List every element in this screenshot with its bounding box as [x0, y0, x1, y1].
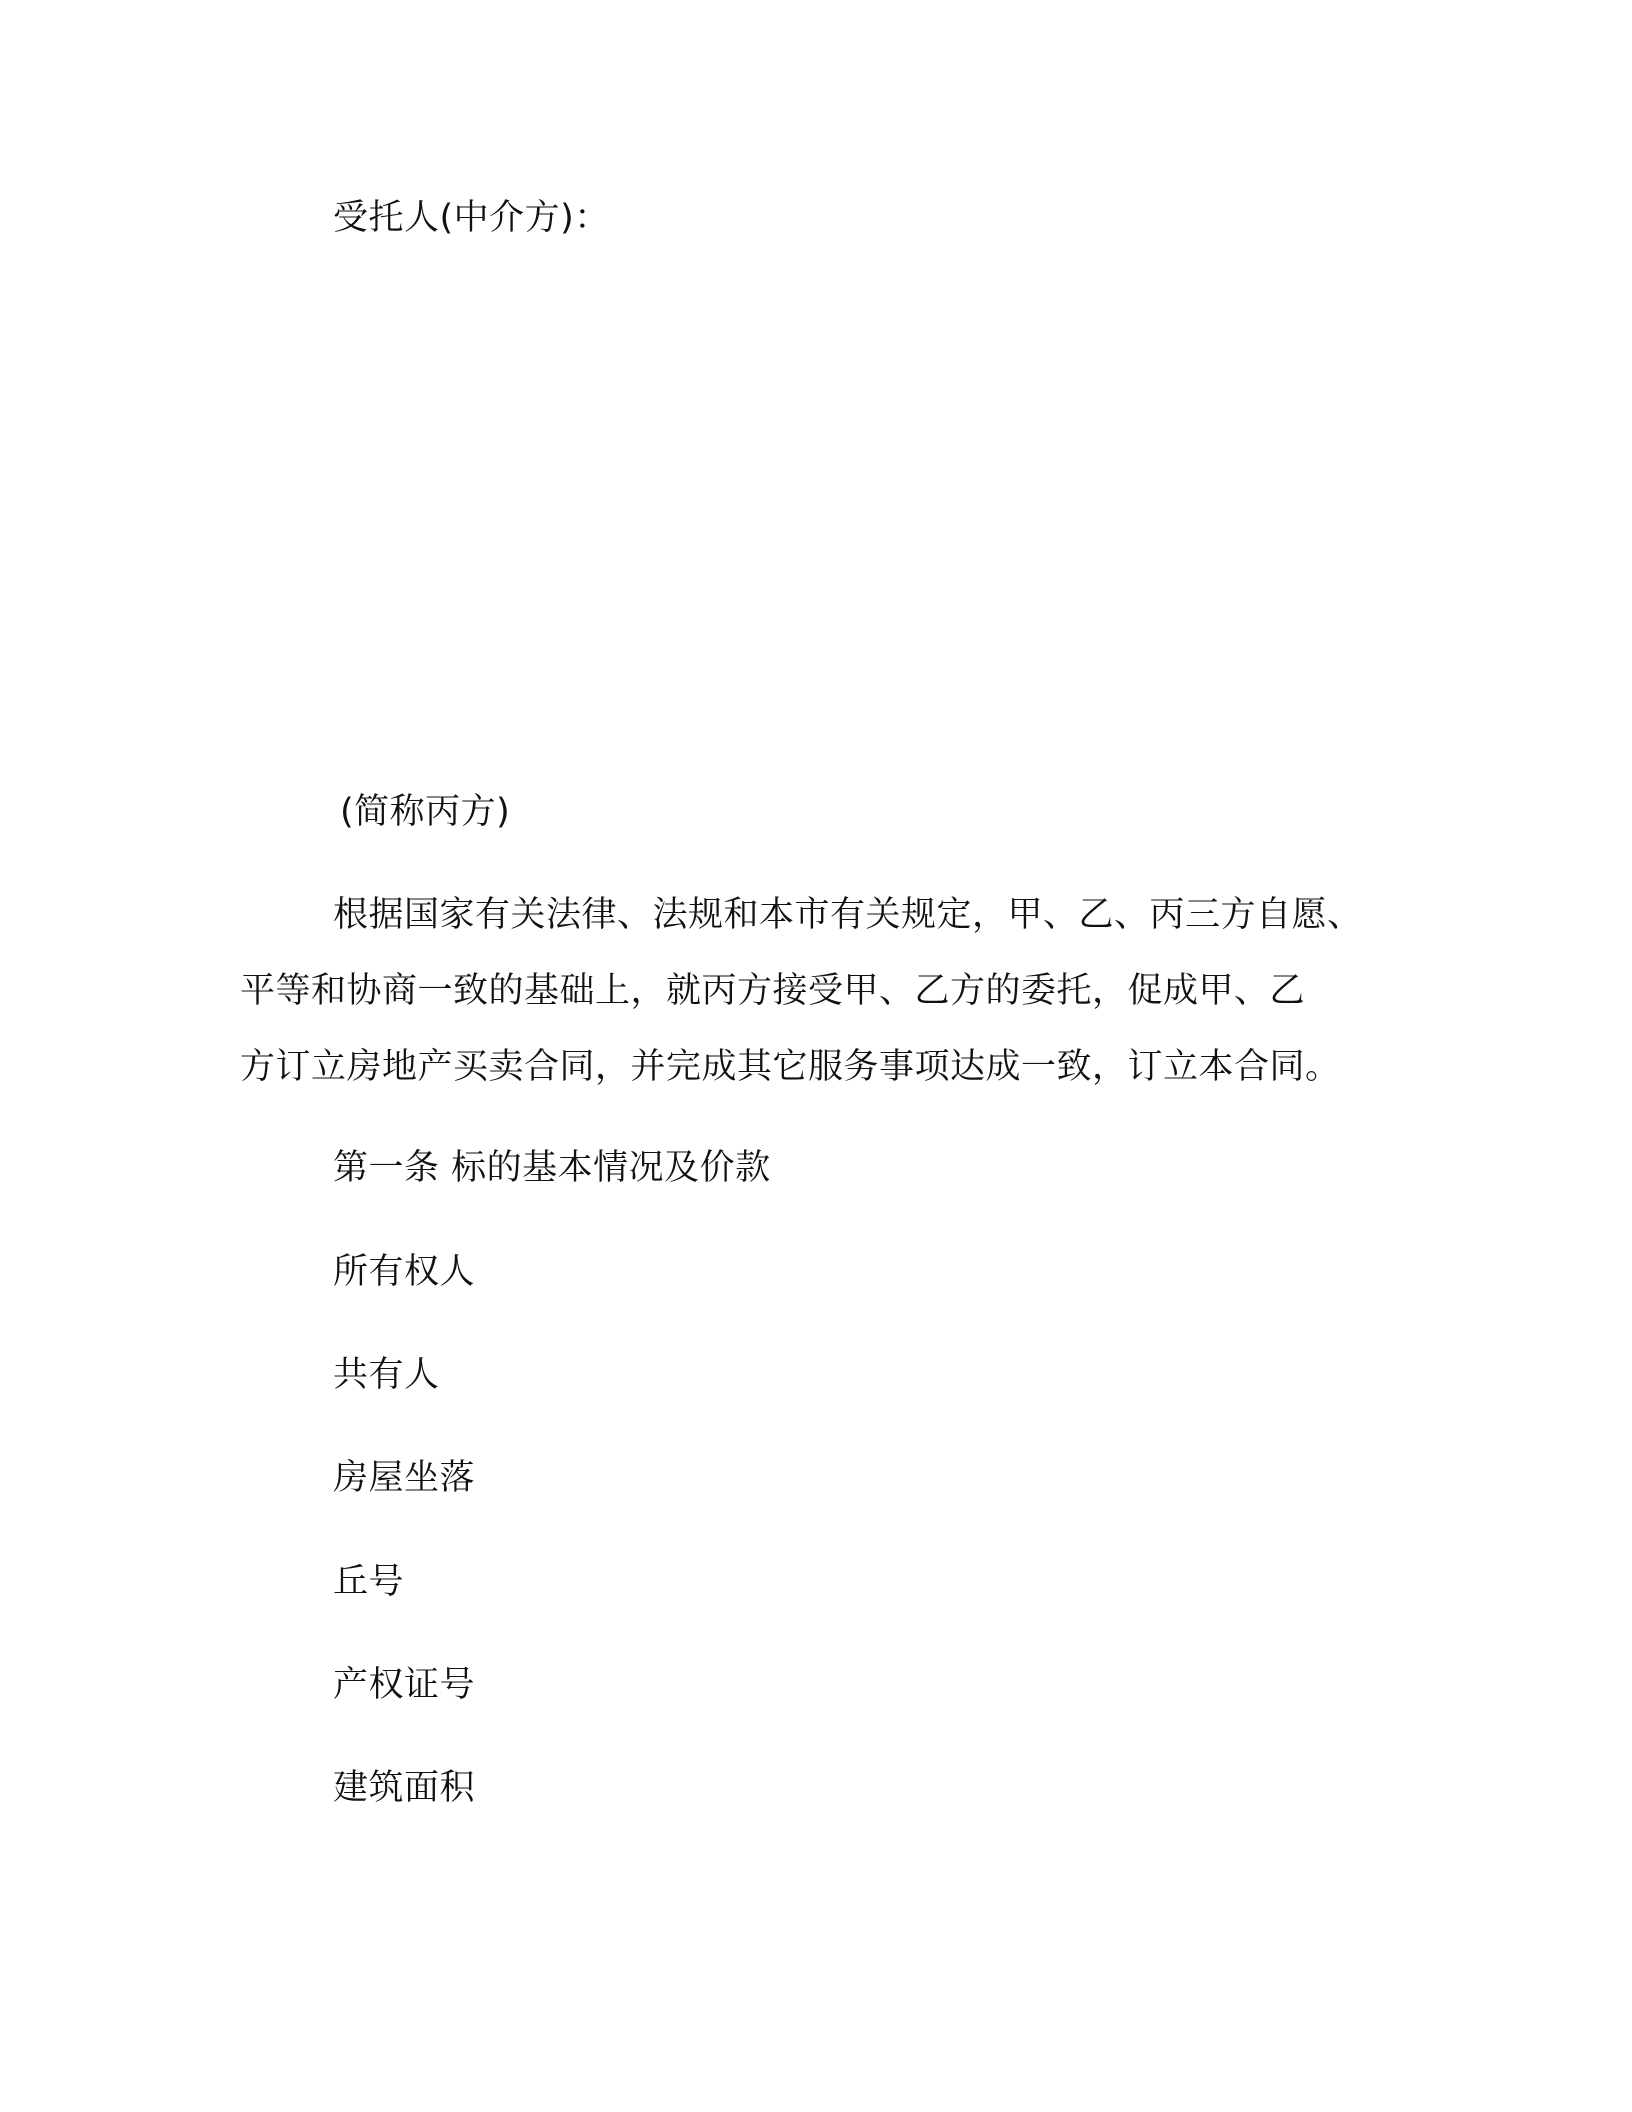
field-property-certificate: 产权证号: [333, 1665, 476, 1705]
field-building-area: 建筑面积: [333, 1768, 476, 1808]
field-house-location: 房屋坐落: [333, 1458, 476, 1498]
trustee-label: 受托人(中介方)：: [333, 198, 610, 238]
short-name-note: (简称丙方): [340, 792, 511, 832]
field-co-owner: 共有人: [333, 1355, 440, 1395]
preamble-line-1: 根据国家有关法律、法规和本市有关规定，甲、乙、丙三方自愿、: [333, 895, 1363, 935]
field-owner: 所有权人: [333, 1252, 476, 1292]
preamble-line-2: 平等和协商一致的基础上，就丙方接受甲、乙方的委托，促成甲、乙: [240, 971, 1306, 1011]
preamble-line-3: 方订立房地产买卖合同，并完成其它服务事项达成一致，订立本合同。: [240, 1047, 1341, 1087]
article-one-title: 第一条 标的基本情况及价款: [333, 1148, 771, 1188]
field-lot-number: 丘号: [333, 1562, 405, 1602]
